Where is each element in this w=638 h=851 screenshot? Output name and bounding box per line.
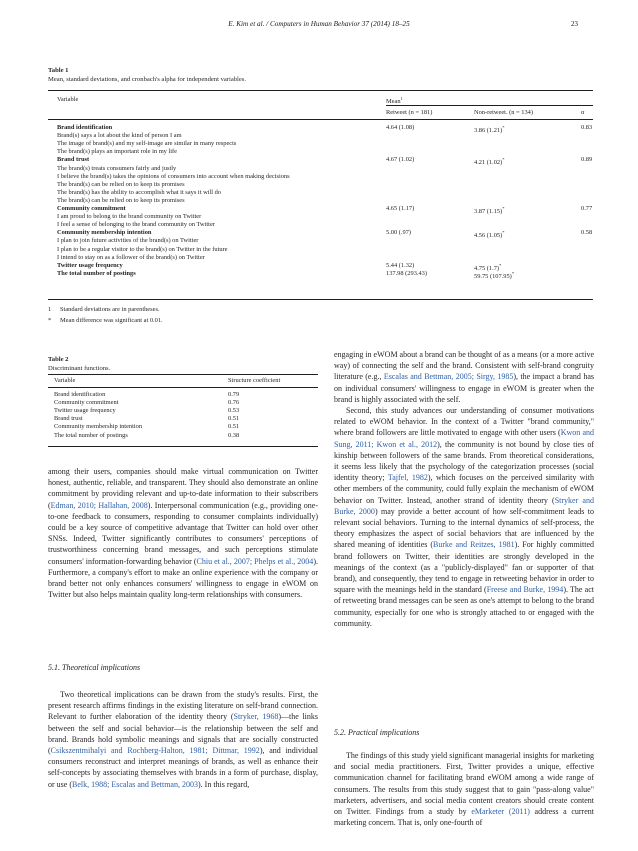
- citation-link[interactable]: Chiu et al., 2007; Phelps et al., 2004: [196, 556, 314, 566]
- citation-link[interactable]: Escalas and Bettman, 2005; Sirgy, 1985: [383, 372, 514, 382]
- table2-structure-coefficient: 0.38: [228, 431, 240, 439]
- table2-variable-label: The total number of postings: [54, 431, 128, 439]
- table2: [48, 374, 318, 458]
- table1-bottom-rule: [48, 299, 593, 300]
- text-run: Two theoretical implications can be drawn from the study's results. First, the present research affirms findings in the existing literature on self-brand connection. Relevant to further elaboration of the identity theory (: [48, 690, 318, 722]
- table1-header-rule: [48, 119, 593, 120]
- text-run: ). The act of retweeting brand messages can be seen as one's attempt to belong to the brand community, especially for one who is strongly attached to or engaged with the community.: [334, 585, 595, 628]
- table1-variable-label: I feel a sense of belonging to the brand community on Twitter: [57, 221, 215, 229]
- table1-notes: [48, 304, 593, 326]
- text-run: ), which focuses on the perceived similarity with other members of the community, could fully explain the mechanism of eWOM behavior on Twitter. Instead, another strand of identity theory (: [334, 473, 594, 505]
- table1-variable-label: The brand(s) can be relied on to keep its promises: [57, 196, 185, 204]
- table1-retweet-mean: 4.64 (1.08): [386, 124, 415, 131]
- table1-construct-row: [48, 262, 593, 270]
- left-paragraph-1: [48, 466, 318, 600]
- table1-nonretweet-value: 4.56 (1.05): [474, 232, 503, 240]
- table1-variable-label: I believe the brand(s) takes the opinions of consumers into account when making decisions: [57, 172, 290, 180]
- table1-item-row: [48, 140, 593, 148]
- table1-item-row: [48, 246, 593, 254]
- table1-retweet-mean: 5.44 (1.32): [386, 261, 415, 269]
- citation-link[interactable]: Tajfel, 1982: [387, 473, 428, 483]
- table1-retweet-mean: 5.00 (.97): [386, 229, 412, 237]
- table1-alpha: 0.89: [581, 156, 593, 164]
- table1-variable-label: I plan to join future activities of the brand(s) on Twitter: [57, 237, 199, 245]
- table1-alpha: 0.58: [581, 229, 593, 237]
- text-run: ). Interpersonal communication (e.g., providing one-to-one feedback to consumers, responding to consumer complaints individually) could be a key source of competitive advantage that Twitter can hold over other SNSs. Indeed, Twitter significantly contributes to consumers' perceptions of trustworthiness concerning brand messages, and such perceptions stimulate consumers' information-forwarding behavior (: [48, 500, 318, 566]
- table1-item-row: [48, 221, 593, 229]
- table1-retweet-mean: 137.98 (293.43): [386, 269, 428, 277]
- table1-retweet-mean: 4.67 (1.02): [386, 156, 415, 164]
- section-heading-theoretical: 5.1. Theoretical implications: [48, 663, 141, 672]
- table2-structure-coefficient: 0.79: [228, 391, 240, 398]
- table1-sig-mark: *: [511, 270, 515, 276]
- table1-mean-rule: [386, 105, 593, 106]
- page-number: 23: [570, 20, 578, 28]
- table1-item-row: [48, 189, 593, 197]
- text-run: ) may provide a better account of how self-commitment leads to relevant social behaviors. Turning to the internal dynamics of self-process, the theory emphasizes the aspect of social behaviors that are influenced by the shared meaning of identities (: [334, 506, 594, 550]
- table1-alpha: 0.77: [581, 205, 593, 212]
- left-paragraph-2: [48, 689, 318, 790]
- table1-caption: [48, 66, 593, 84]
- table2-label: Table 2: [48, 356, 69, 363]
- running-header: [0, 20, 638, 34]
- text-run: ). Furthermore, a company's effort to make an online experience with the company or brand better not only enhances consumers' willingness to engage in eWOM on Twitter but also helps maintain quality long-term relationships with consumers.: [48, 556, 318, 600]
- table2-header-rule: [48, 387, 318, 388]
- citation-link[interactable]: Kwon and Sung, 2011; Kwon et al., 2012: [334, 428, 594, 449]
- table2-caption-text: Discriminant functions.: [48, 365, 111, 372]
- table1-item-row: [48, 132, 593, 140]
- text-run: The findings of this study yield significant managerial insights for marketing and social media practitioners. First, Twitter provides a unique, effective communication channel for facilitating brand eWOM among a wide range of consumers. The results from this study suggest that to gain "pass-along value" marketers, advertisers, and social media content creators should create content on Twitter. Findings from a study by: [334, 751, 594, 817]
- table2-row: [48, 415, 318, 423]
- table1-variable-label: The brand(s) treats consumers fairly and justly: [57, 164, 177, 172]
- table1-construct-row: [48, 124, 593, 135]
- table1-nonretweet-value: 4.75 (1.7): [474, 264, 500, 272]
- table1-item-row: [48, 181, 593, 189]
- left-column-text-1: [48, 466, 318, 600]
- table1-item-row: [48, 165, 593, 173]
- citation-link[interactable]: Stryker and Burke, 2000: [334, 495, 594, 516]
- table1-item-row: [48, 254, 593, 262]
- table1-variable-label: The brand(s) plays an important role in my life: [57, 148, 177, 156]
- text-run: ), the community is not bound by close ties of kinship between followers of the same brands. From theoretical considerations, it seems less likely that the psychology of the categorization processes (social identity theory;: [334, 439, 594, 483]
- table2-header-variable: Variable: [54, 377, 76, 384]
- right-paragraph-1: [334, 349, 594, 405]
- table1-retweet-mean: 4.65 (1.17): [386, 205, 415, 212]
- table2-variable-label: Brand identification: [54, 391, 106, 398]
- table1-construct-row: [48, 270, 593, 278]
- table1-header-retweet: Retweet (n = 181): [386, 109, 433, 116]
- table1-variable-label: The image of brand(s) and my self-image are similar in many respects: [57, 140, 237, 148]
- table1-variable-label: Community commitment: [57, 205, 126, 212]
- citation-link[interactable]: eMarketer (2011): [471, 807, 530, 817]
- citation-link[interactable]: Stryker, 1968: [233, 712, 279, 722]
- text-run: ). For highly committed brand followers on Twitter, their identities are strongly developed in the meanings of the context (as a "publicly-displayed" fan or supporter of that brand), and consequently, they tend to engage in retweeting behavior in order to square with the meanings held in the standard (: [334, 540, 594, 595]
- text-run: )—the links between the self and social behavior—is the relationship between the self and brand. Brands hold symbolic meanings and signals that are socially constructed (: [48, 712, 319, 756]
- table1-nonretweet-value: 3.86 (1.21): [474, 127, 503, 135]
- right-column-text-2: [334, 750, 594, 828]
- right-paragraph-2: [334, 405, 594, 629]
- table1-variable-label: Community membership intention: [57, 229, 152, 237]
- table1-header-mean-mark: 1: [400, 96, 403, 101]
- text-run: ). In this regard,: [197, 779, 250, 789]
- table1-variable-label: Brand(s) says a lot about the kind of person I am: [57, 132, 182, 140]
- table1-construct-row: [48, 229, 593, 240]
- table1-sig-mark: *: [502, 125, 505, 130]
- table2-bottom-rule: [48, 446, 318, 447]
- table1-nonretweet-mean: [474, 270, 514, 281]
- table1-top-rule: [48, 90, 593, 91]
- section-heading-practical: 5.2. Practical implications: [334, 728, 420, 737]
- table2-caption: [48, 355, 318, 373]
- table1-header-mean: [386, 96, 403, 105]
- table2-structure-coefficient: 0.51: [228, 415, 240, 423]
- table2-variable-label: Community membership intention: [54, 423, 143, 431]
- table2-variable-label: Brand trust: [54, 415, 83, 423]
- table1-variable-label: I intend to stay on as a follower of the brand(s) on Twitter: [57, 253, 205, 261]
- table1-variable-label: I plan to be a regular visitor to the brand(s) on Twitter in the future: [57, 245, 228, 253]
- table1-nonretweet-value: 3.87 (1.15): [474, 208, 503, 216]
- table1-header-alpha: α: [581, 109, 585, 116]
- table1-label: Table 1: [48, 67, 69, 74]
- table2-variable-label: Twitter usage frequency: [54, 407, 116, 415]
- table2-row: [48, 432, 318, 440]
- table2-structure-coefficient: 0.53: [228, 407, 240, 415]
- note-mark: *: [48, 317, 52, 324]
- note-mark: 1: [48, 306, 52, 313]
- table1-item-row: [48, 148, 593, 156]
- table1-construct-row: [48, 205, 593, 216]
- text-run: ), and individual consumers reconstruct and interpret meanings of brands, as well as enhance their self-concepts by associating themselves with brands in a form of purchase, display, or use (: [48, 746, 319, 789]
- text-run: among their users, companies should make virtual communication on Twitter honest, authentic, reliable, and transparent. They should also demonstrate an online commitment by providing relevant and up-to-date information to their subscribers (: [48, 467, 318, 510]
- text-run: ), the impact a brand has on individual consumers' willingness to engage in eWOM is greater when the brand is highly associated with the self.: [334, 372, 594, 404]
- table1-variable-label: The brand(s) has the ability to accomplish what it says it will do: [57, 188, 221, 196]
- table1-variable-label: The total number of postings: [57, 269, 136, 277]
- table1-sig-mark: *: [502, 230, 505, 236]
- table1-construct-row: [48, 156, 593, 167]
- table2-variable-label: Community commitment: [54, 399, 119, 407]
- note-text: Standard deviations are in parentheses.: [60, 306, 160, 313]
- citation-link[interactable]: Freese and Burke, 1994: [486, 585, 564, 595]
- table2-structure-coefficient: 0.76: [228, 399, 240, 407]
- table1-item-row: [48, 237, 593, 245]
- table2-row: [48, 407, 318, 415]
- table1-header-mean-label: Mean: [386, 98, 401, 106]
- table2-row: [48, 423, 318, 431]
- text-run: address a current marketing concern. That is, only one-fourth of: [334, 807, 594, 828]
- table2-row: [48, 391, 318, 399]
- table1-alpha: 0.83: [581, 124, 593, 131]
- table1-variable-label: I am proud to belong to the brand community on Twitter: [57, 213, 202, 221]
- table1-sig-mark: *: [499, 262, 502, 268]
- journal-citation: E. Kim et al. / Computers in Human Behavior 37 (2014) 18–25: [228, 20, 410, 28]
- right-column-text-1: [334, 349, 594, 629]
- table1-note-sd: [48, 304, 593, 315]
- table2-structure-coefficient: 0.51: [228, 423, 240, 431]
- table1-caption-text: Mean, standard deviations, and cronbach's alpha for independent variables.: [48, 76, 247, 83]
- table1-nonretweet-value: 4.21 (1.02): [474, 159, 503, 167]
- table1-sig-mark: *: [502, 157, 505, 163]
- table1-item-row: [48, 197, 593, 205]
- note-text: Mean difference was significant at 0.01.: [60, 317, 163, 324]
- table1-header-nonretweet: Non-retweet. (n = 134): [474, 109, 533, 116]
- text-run: engaging in eWOM about a brand can be thought of as a means (or a more active way) of connecting the self and the brand. Consistent with self-brand congruity literature (e.g.,: [334, 350, 594, 382]
- table1-variable-label: Brand identification: [57, 124, 113, 131]
- citation-link[interactable]: Burke and Reitzes, 1981: [433, 540, 515, 550]
- table2-header-coef: Structure coefficient: [228, 377, 281, 384]
- table1-nonretweet-value: 59.75 (107.95): [474, 272, 512, 280]
- table1-header-variable: Variable: [57, 96, 79, 103]
- table2-top-rule: [48, 374, 318, 375]
- text-run: Second, this study advances our understanding of consumer motivations related to eWOM behavior. In the context of a Twitter "brand community," where brand followers are little motivated to engage with other users (: [334, 406, 594, 438]
- table1-item-row: [48, 213, 593, 221]
- citation-link[interactable]: Edman, 2010; Hallahan, 2008: [50, 500, 148, 510]
- table1-item-row: [48, 173, 593, 181]
- citation-link[interactable]: Belk, 1988; Escalas and Bettman, 2003: [72, 779, 198, 789]
- citation-link[interactable]: Csikszentmihalyi and Rochberg-Halton, 1981; Dittmar, 1992: [50, 746, 260, 756]
- table2-row: [48, 399, 318, 407]
- table1-sig-mark: *: [502, 206, 505, 211]
- table1-variable-label: Brand trust: [57, 156, 90, 164]
- table1-variable-label: The brand(s) can be relied on to keep its promises: [57, 180, 185, 188]
- left-column-text-2: [48, 689, 318, 790]
- table1-note-sig: [48, 315, 593, 326]
- table1-variable-label: Twitter usage frequency: [57, 261, 123, 269]
- right-paragraph-3: [334, 750, 594, 828]
